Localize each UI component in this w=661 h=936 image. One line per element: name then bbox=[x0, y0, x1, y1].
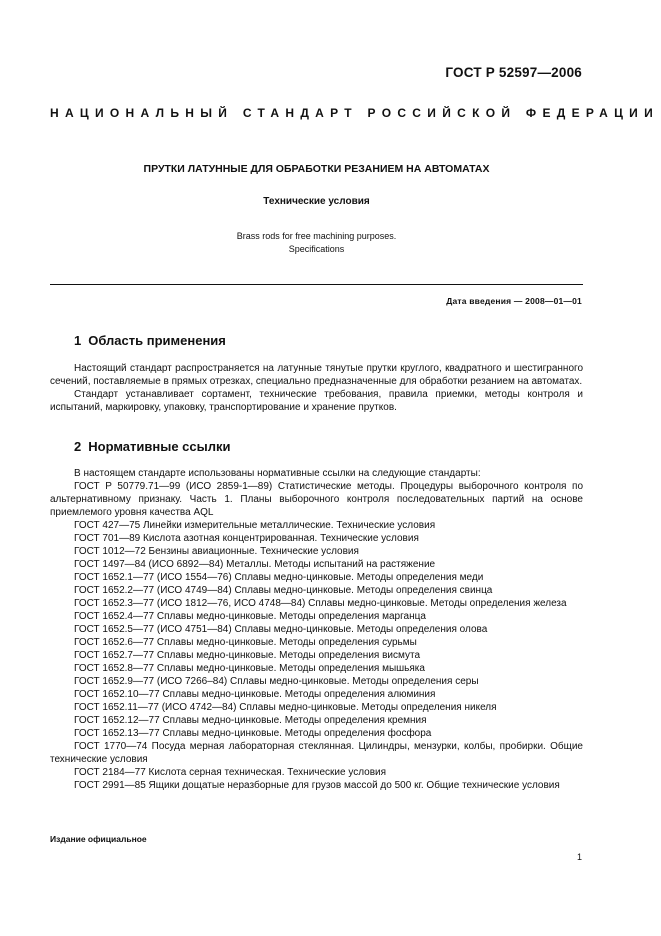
reference-item: ГОСТ 1652.13—77 Сплавы медно-цинковые. Методы определения фосфора bbox=[74, 728, 432, 739]
reference-item: ГОСТ 1770—74 Посуда мерная лабораторная стеклянная. Цилиндры, мензурки, колбы, пробирки. Общие технические условия bbox=[50, 741, 583, 765]
section-1-title: Область применения bbox=[88, 333, 226, 348]
section-1-heading bbox=[74, 333, 226, 348]
section-1-number: 1 bbox=[74, 333, 82, 348]
reference-item: ГОСТ 701—89 Кислота азотная концентрированная. Технические условия bbox=[74, 533, 419, 544]
national-standard-heading: НАЦИОНАЛЬНЫЙ СТАНДАРТ РОССИЙСКОЙ ФЕДЕРАЦИИ bbox=[50, 106, 660, 120]
reference-item: ГОСТ 1652.1—77 (ИСО 1554—76) Сплавы медно-цинковые. Методы определения меди bbox=[74, 572, 484, 583]
reference-item: ГОСТ 1497—84 (ИСО 6892—84) Металлы. Методы испытаний на растяжение bbox=[74, 559, 436, 570]
reference-item: ГОСТ 2991—85 Ящики дощатые неразборные для грузов массой до 500 кг. Общие технические условия bbox=[74, 780, 560, 791]
page-number: 1 bbox=[576, 852, 582, 862]
references-list bbox=[50, 467, 583, 792]
section-1-paragraph: Настоящий стандарт распространяется на латунные тянутые прутки круглого, квадратного и шестигранного сечений, поставляемые в прямых отрезках, специально предназначенные для обработки резанием на автоматах. bbox=[50, 363, 583, 387]
reference-item: ГОСТ 1652.5—77 (ИСО 4751—84) Сплавы медно-цинковые. Методы определения олова bbox=[74, 624, 488, 635]
reference-item: ГОСТ 1652.6—77 Сплавы медно-цинковые. Методы определения сурьмы bbox=[74, 637, 417, 648]
reference-item: ГОСТ 1652.4—77 Сплавы медно-цинковые. Методы определения марганца bbox=[74, 611, 426, 622]
section-1-body bbox=[50, 362, 583, 414]
reference-item: ГОСТ 1652.7—77 Сплавы медно-цинковые. Методы определения висмута bbox=[74, 650, 421, 661]
effective-date: Дата введения — 2008—01—01 bbox=[446, 296, 582, 306]
reference-item: ГОСТ 1652.11—77 (ИСО 4742—84) Сплавы медно-цинковые. Методы определения никеля bbox=[74, 702, 497, 713]
references-intro: В настоящем стандарте использованы нормативные ссылки на следующие стандарты: bbox=[74, 468, 481, 479]
reference-item: ГОСТ 1652.9—77 (ИСО 7266–84) Сплавы медно-цинковые. Методы определения серы bbox=[74, 676, 479, 687]
section-2-number: 2 bbox=[74, 439, 82, 454]
header-divider bbox=[50, 284, 583, 285]
reference-item: ГОСТ 2184—77 Кислота серная техническая. Технические условия bbox=[74, 767, 387, 778]
document-subtitle: Технические условия bbox=[263, 196, 370, 207]
english-title-line-1: Brass rods for free machining purposes. bbox=[236, 231, 397, 241]
section-1-paragraph: Стандарт устанавливает сортамент, технические требования, правила приемки, методы контроля и испытаний, маркировку, упаковку, транспортирование и хранение прутков. bbox=[50, 389, 583, 413]
document-id: ГОСТ Р 52597—2006 bbox=[445, 65, 582, 80]
reference-item: ГОСТ Р 50779.71—99 (ИСО 2859-1—89) Статистические методы. Процедуры выборочного контроля по альтернативному признаку. Часть 1. Планы выборочного контроля последовательных партий на основе приемлемого уровня качества AQL bbox=[50, 481, 583, 518]
reference-item: ГОСТ 427—75 Линейки измерительные металлические. Технические условия bbox=[74, 520, 436, 531]
section-2-title: Нормативные ссылки bbox=[88, 439, 231, 454]
section-2-heading bbox=[74, 439, 230, 454]
reference-item: ГОСТ 1652.2—77 (ИСО 4749—84) Сплавы медно-цинковые. Методы определения свинца bbox=[74, 585, 493, 596]
reference-item: ГОСТ 1652.8—77 Сплавы медно-цинковые. Методы определения мышьяка bbox=[74, 663, 425, 674]
reference-item: ГОСТ 1652.3—77 (ИСО 1812—76, ИСО 4748—84) Сплавы медно-цинковые. Методы определения железа bbox=[74, 598, 567, 609]
english-title bbox=[50, 230, 583, 256]
edition-note: Издание официальное bbox=[50, 834, 147, 844]
reference-item: ГОСТ 1652.10—77 Сплавы медно-цинковые. Методы определения алюминия bbox=[74, 689, 436, 700]
reference-item: ГОСТ 1652.12—77 Сплавы медно-цинковые. Методы определения кремния bbox=[74, 715, 427, 726]
reference-item: ГОСТ 1012—72 Бензины авиационные. Технические условия bbox=[74, 546, 359, 557]
document-title: ПРУТКИ ЛАТУННЫЕ ДЛЯ ОБРАБОТКИ РЕЗАНИЕМ НА АВТОМАТАХ bbox=[143, 163, 490, 175]
english-title-line-2: Specifications bbox=[288, 244, 345, 254]
